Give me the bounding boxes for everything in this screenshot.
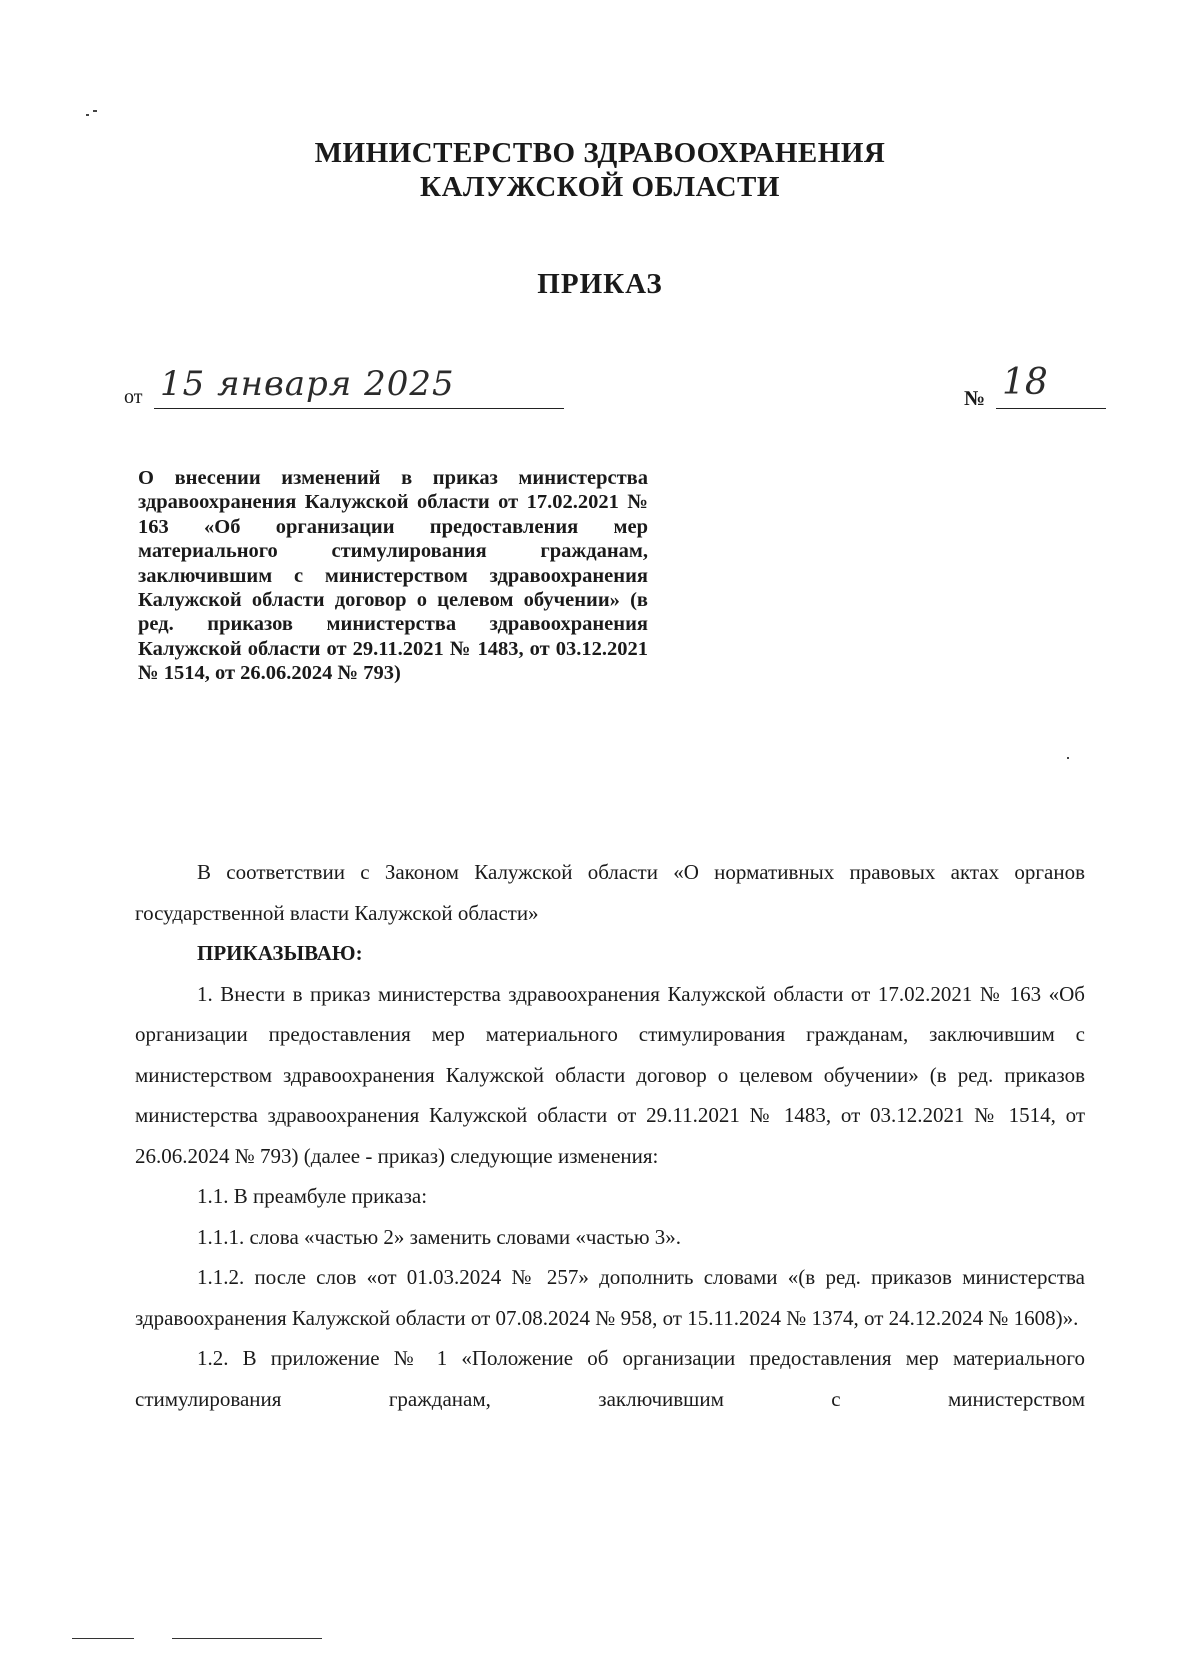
organization-header — [0, 136, 1200, 204]
paragraph-1-1-1: 1.1.1. слова «частью 2» заменить словами «частью 3». — [197, 1224, 682, 1249]
scan-speck — [86, 114, 89, 116]
paragraph-1-1: 1.1. В преамбуле приказа: — [197, 1184, 428, 1208]
handwritten-date: 15 января 2025 — [160, 364, 455, 404]
number-field — [996, 362, 1106, 409]
organization-name-line1: МИНИСТЕРСТВО ЗДРАВООХРАНЕНИЯ — [314, 137, 886, 169]
date-field — [154, 364, 564, 409]
handwritten-number: 18 — [1002, 362, 1048, 403]
scan-speck — [1067, 757, 1069, 759]
number-prefix: № — [964, 386, 986, 410]
organization-name-line2: КАЛУЖСКОЙ ОБЛАСТИ — [420, 171, 780, 203]
paragraph-1-2: 1.2. В приложение № 1 «Положение об организации предоставления мер материального стимулирования гражданам, заключившим с министерством — [135, 1346, 1085, 1411]
order-word: ПРИКАЗЫВАЮ: — [197, 941, 363, 965]
date-number-row — [124, 362, 1104, 418]
footer-line-short — [72, 1638, 134, 1639]
paragraph-1: 1. Внести в приказ министерства здравоохранения Калужской области от 17.02.2021 № 163 «Об организации предоставления мер материального стимулирования гражданам, заключившим с министерством здравоохранения Калужской области договор о целевом обучении» (в ред. приказов министерства здравоохранения Калужской области от 29.11.2021 № 1483, от 03.12.2021 № 1514, от 26.06.2024 № 793) (далее - приказ) следующие изменения: — [135, 981, 1085, 1168]
paragraph-1-1-2: 1.1.2. после слов «от 01.03.2024 № 257» дополнить словами «(в ред. приказов министерства здравоохранения Калужской области от 07.08.2024 № 958, от 15.11.2024 № 1374, от 24.12.2024 № 1608)». — [135, 1265, 1085, 1330]
footer-line-long — [172, 1638, 322, 1639]
preamble-paragraph: В соответствии с Законом Калужской области «О нормативных правовых актах органов государственной власти Калужской области» — [135, 860, 1085, 925]
date-prefix: от — [124, 386, 143, 408]
order-subject: О внесении изменений в приказ министерства здравоохранения Калужской области от 17.02.2021 № 163 «Об организации предоставления мер материального стимулирования гражданам, заключившим с министерством здравоохранения Калужской области договор о целевом обучении» (в ред. приказов министерства здравоохранения Калужской области от 29.11.2021 № 1483, от 03.12.2021 № 1514, от 26.06.2024 № 793) — [138, 467, 648, 685]
scan-speck — [93, 110, 97, 112]
order-body — [135, 852, 1085, 1419]
document-type-title: ПРИКАЗ — [537, 268, 663, 300]
